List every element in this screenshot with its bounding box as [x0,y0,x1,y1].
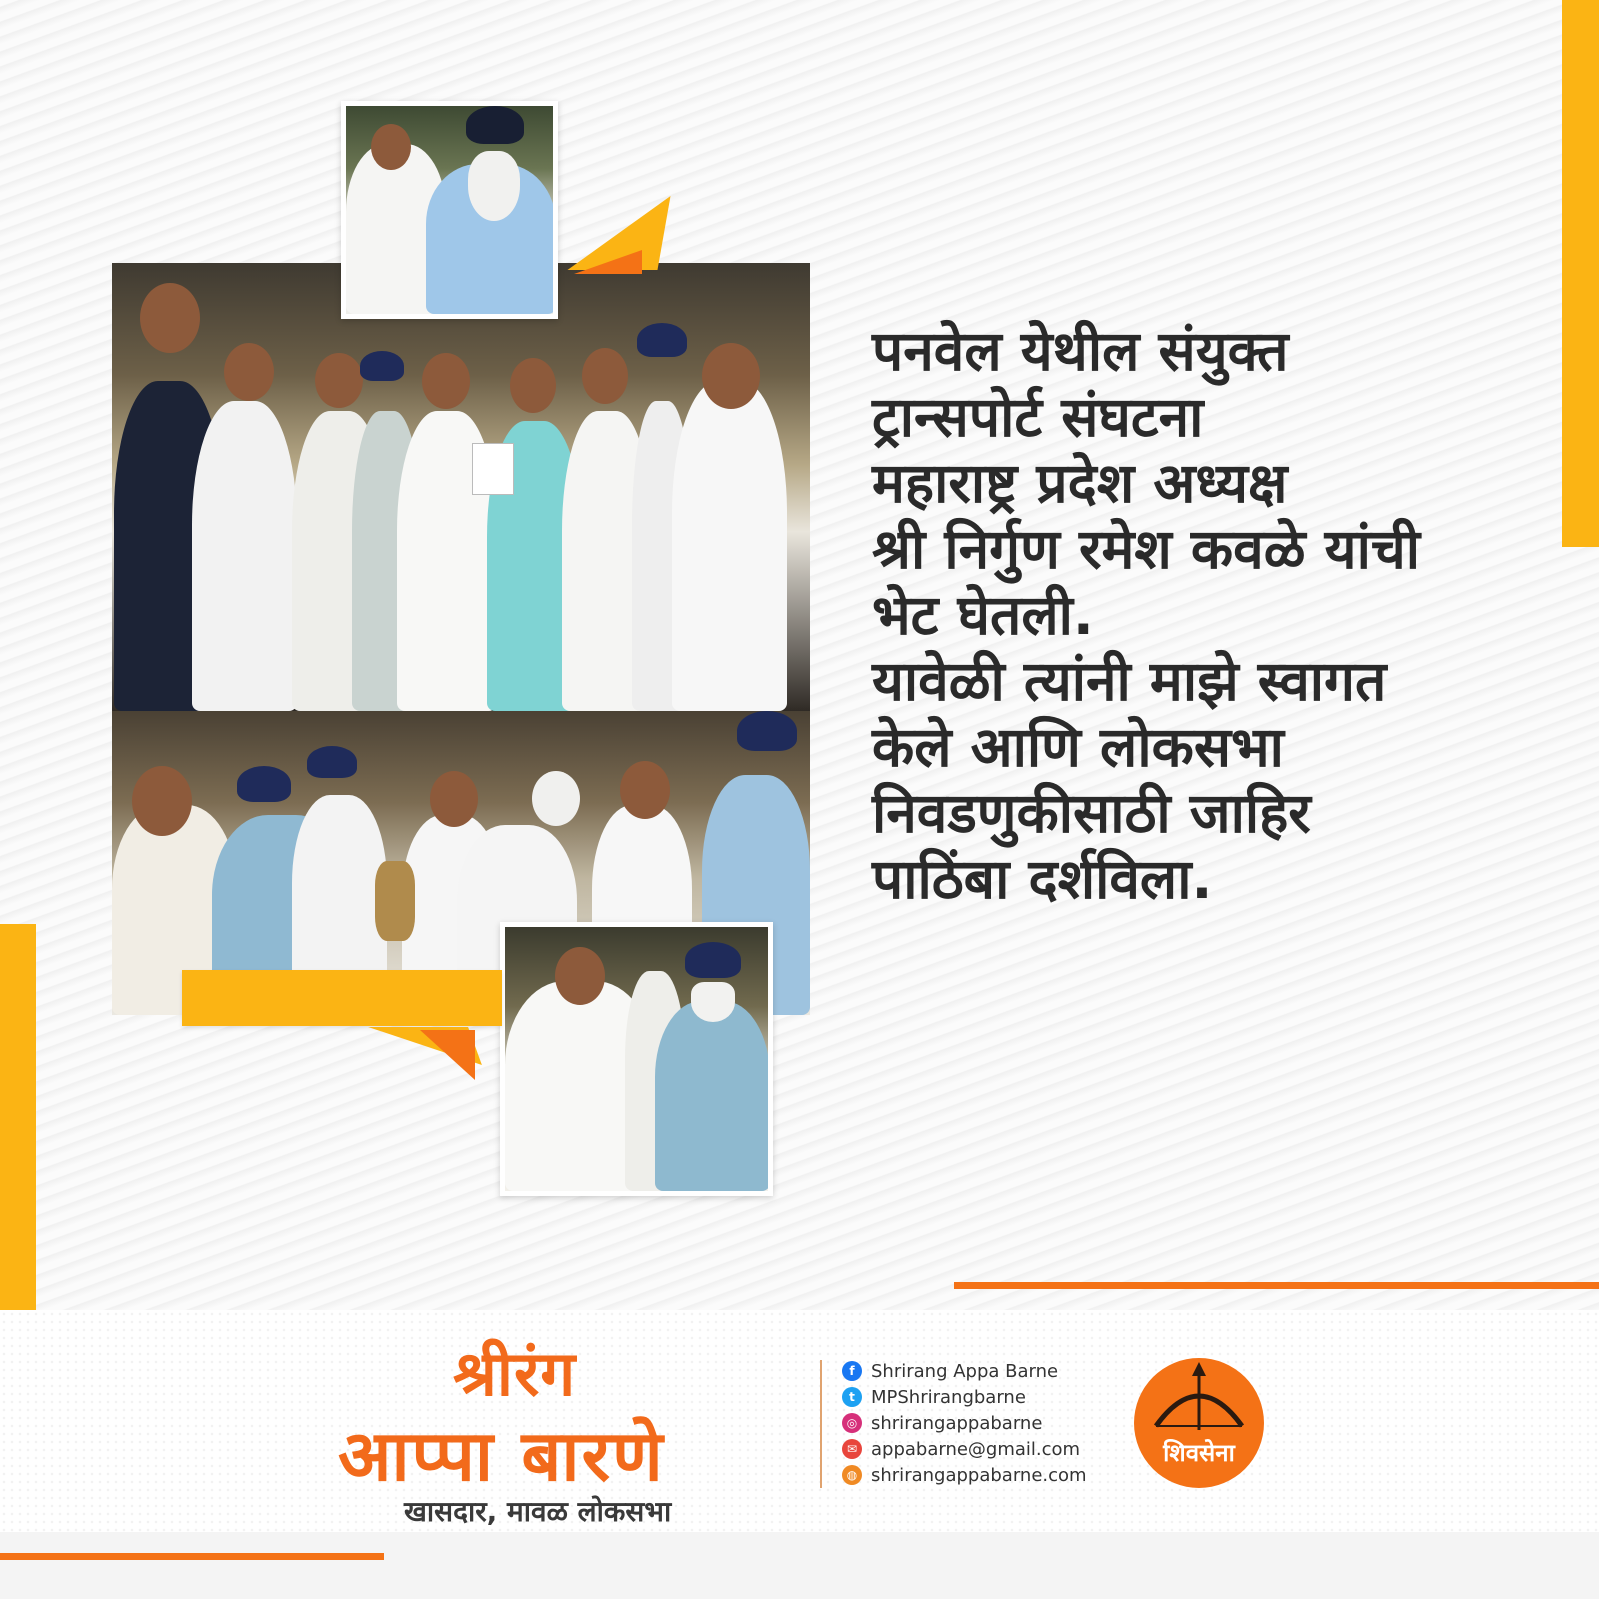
social-facebook-text: Shrirang Appa Barne [871,1360,1059,1382]
social-twitter[interactable] [842,1384,1087,1410]
accent-line-top [954,1282,1599,1289]
announcement-text: पनवेल येथील संयुक्त ट्रान्सपोर्ट संघटना महाराष्ट्र प्रदेश अध्यक्ष श्री निर्गुण रमेश कवळे यांची भेट घेतली. यावेळी त्यांनी माझे स्वागत केले आणि लोकसभा निवडणुकीसाठी जाहिर पाठिंबा दर्शविला. [872,319,1420,911]
email-icon: ✉ [842,1439,862,1459]
footer [0,1310,1599,1532]
social-email-text: appabarne@gmail.com [871,1438,1081,1460]
social-instagram[interactable] [842,1410,1087,1436]
social-instagram-text: shrirangappabarne [871,1412,1043,1434]
accent-strip-yellow [182,970,502,1026]
photo-group-handover [112,263,810,711]
brand-subtitle: खासदार, मावळ लोकसभा [404,1495,672,1528]
shivsena-logo [1134,1358,1264,1488]
instagram-icon: ◎ [842,1413,862,1433]
social-links [842,1358,1087,1488]
social-facebook[interactable] [842,1358,1087,1384]
globe-icon: ◍ [842,1465,862,1485]
social-twitter-text: MPShrirangbarne [871,1386,1026,1408]
triangle-decor-top-orange [574,250,642,274]
twitter-icon: t [842,1387,862,1407]
brand-name-first: श्रीरंग [453,1337,577,1410]
triangle-decor-bottom-orange [420,1030,475,1080]
accent-line-bottom [0,1553,384,1560]
accent-bar-left [0,924,36,1310]
logo-text: शिवसेना [1163,1439,1235,1467]
photo-embrace [341,101,558,319]
social-website[interactable] [842,1462,1087,1488]
facebook-icon: f [842,1361,862,1381]
social-email[interactable] [842,1436,1087,1462]
footer-divider [820,1360,822,1488]
social-website-text: shrirangappabarne.com [871,1464,1087,1486]
brand-name-second: आप्पा बारणे [338,1415,665,1497]
bow-arrow-icon [1134,1358,1264,1438]
photo-greeting [500,922,773,1196]
accent-bar-right [1562,0,1599,547]
